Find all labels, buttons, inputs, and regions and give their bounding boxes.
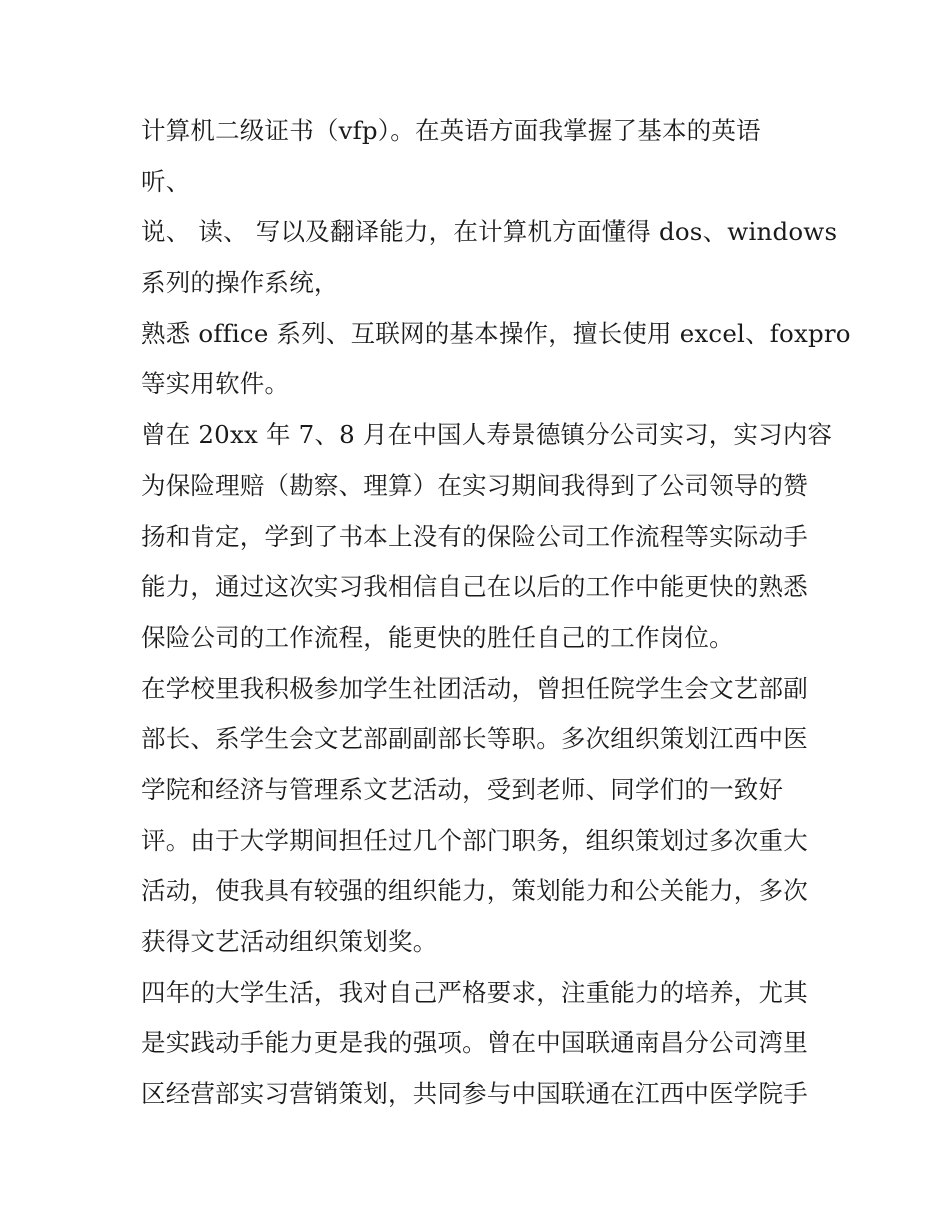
text-line: 在学校里我积极参加学生社团活动，曾担任院学生会文艺部副 xyxy=(141,673,808,703)
text-line: 部长、系学生会文艺部副副部长等职。多次组织策划江西中医 xyxy=(141,724,808,754)
text-line: 四年的大学生活，我对自己严格要求，注重能力的培养，尤其 xyxy=(141,977,808,1007)
text-line: 能力，通过这次实习我相信自己在以后的工作中能更快的熟悉 xyxy=(141,572,808,602)
text-line: 等实用软件。 xyxy=(141,369,290,399)
text-line: 说、 读、 写以及翻译能力，在计算机方面懂得 dos、windows xyxy=(141,217,838,247)
text-line: 是实践动手能力更是我的强项。曾在中国联通南昌分公司湾里 xyxy=(141,1028,808,1058)
text-line: 评。由于大学期间担任过几个部门职务，组织策划过多次重大 xyxy=(141,825,808,855)
text-line: 学院和经济与管理系文艺活动，受到老师、同学们的一致好 xyxy=(141,774,784,804)
text-line: 区经营部实习营销策划，共同参与中国联通在江西中医学院手 xyxy=(141,1079,808,1109)
text-line: 获得文艺活动组织策划奖。 xyxy=(141,927,438,956)
text-line: 曾在 20xx 年 7、8 月在中国人寿景德镇分公司实习，实习内容 xyxy=(141,420,833,450)
text-line: 听、 xyxy=(141,166,191,196)
text-line: 系列的操作系统， xyxy=(141,268,339,298)
text-line: 熟悉 office 系列、互联网的基本操作，擅长使用 excel、foxpro xyxy=(141,318,851,348)
document-body xyxy=(141,106,851,1120)
text-line: 为保险理赔（勘察、理算）在实习期间我得到了公司领导的赞 xyxy=(141,470,808,500)
text-line: 保险公司的工作流程，能更快的胜任自己的工作岗位。 xyxy=(141,622,734,652)
text-line: 计算机二级证书（vfp）。在英语方面我掌握了基本的英语 xyxy=(141,116,761,145)
text-line: 活动，使我具有较强的组织能力，策划能力和公关能力，多次 xyxy=(141,876,808,906)
text-line: 扬和肯定，学到了书本上没有的保险公司工作流程等实际动手 xyxy=(141,521,808,551)
